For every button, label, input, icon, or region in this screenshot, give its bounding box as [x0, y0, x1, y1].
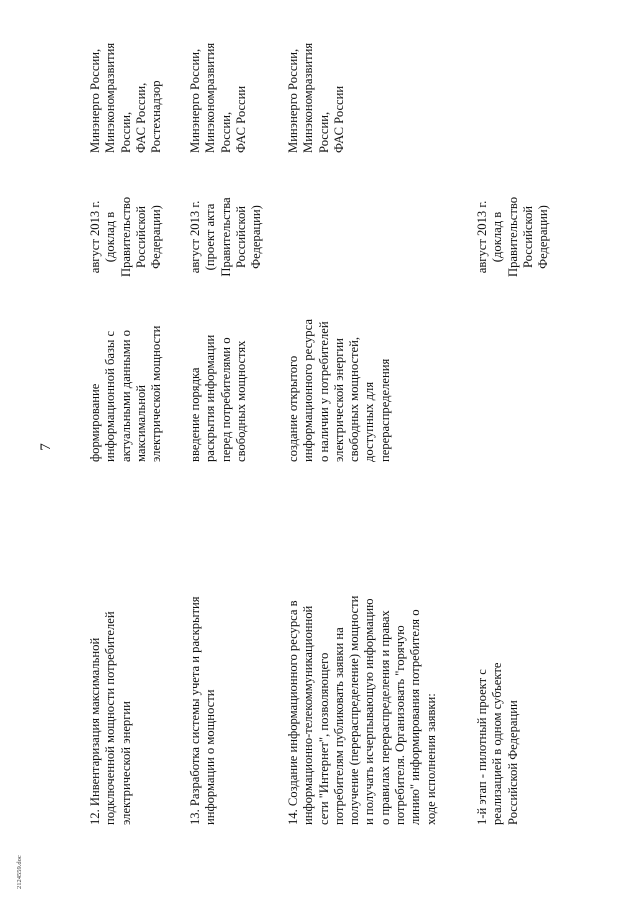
- row-13-deadline: август 2013 г. (проект акта Правительства Российской Федерации): [188, 197, 264, 277]
- row-13-responsible: Минэнерго России, Минэкономразвития России, ФАС России: [188, 42, 248, 153]
- row-13-measure: 13. Разработка системы учета и раскрытия информации о мощности: [188, 596, 218, 825]
- row-14-responsible: Минэнерго России, Минэкономразвития России, ФАС России: [286, 42, 346, 153]
- row-14-stage-1-deadline: август 2013 г. (доклад в Правительство Российской Федерации): [475, 196, 551, 278]
- row-12-deadline: август 2013 г. (доклад в Правительство Российской Федерации): [88, 196, 164, 278]
- row-12-mechanism: формирование информационной базы с актуальными данными о максимальной электрической мощности: [88, 325, 164, 462]
- row-13-mechanism: введение порядка раскрытия информации перед потребителями о свободных мощностях: [188, 334, 248, 462]
- row-12-measure: 12. Инвентаризация максимальной подключенной мощности потребителей электрической энергии: [88, 611, 133, 825]
- row-14-stage-1-measure: 1-й этап - пилотный проект с реализацией в одном субъекте Российской Федерации: [475, 662, 520, 825]
- page-number: 7: [38, 443, 54, 451]
- row-12-responsible: Минэнерго России, Минэкономразвития России, ФАС России, Ростехнадзор: [88, 42, 164, 153]
- row-14-measure: 14. Создание информационного ресурса в информационно-телекоммуникационной сети "Интернет", позволяющего потребителям публиковать заявки на получение (перераспределение) мощности и получать исчерпывающую информацию о правилах перераспределения и правах потребителя. Организовать "горячую линию" информирования потребителя о ходе исполнения заявки:: [286, 595, 438, 825]
- row-14-mechanism: создание открытого информационного ресурса о наличии у потребителей электрической энергии свободных мощностей, доступных для перераспределения: [286, 319, 392, 462]
- footer-file-id: 2124559.doc: [16, 855, 23, 889]
